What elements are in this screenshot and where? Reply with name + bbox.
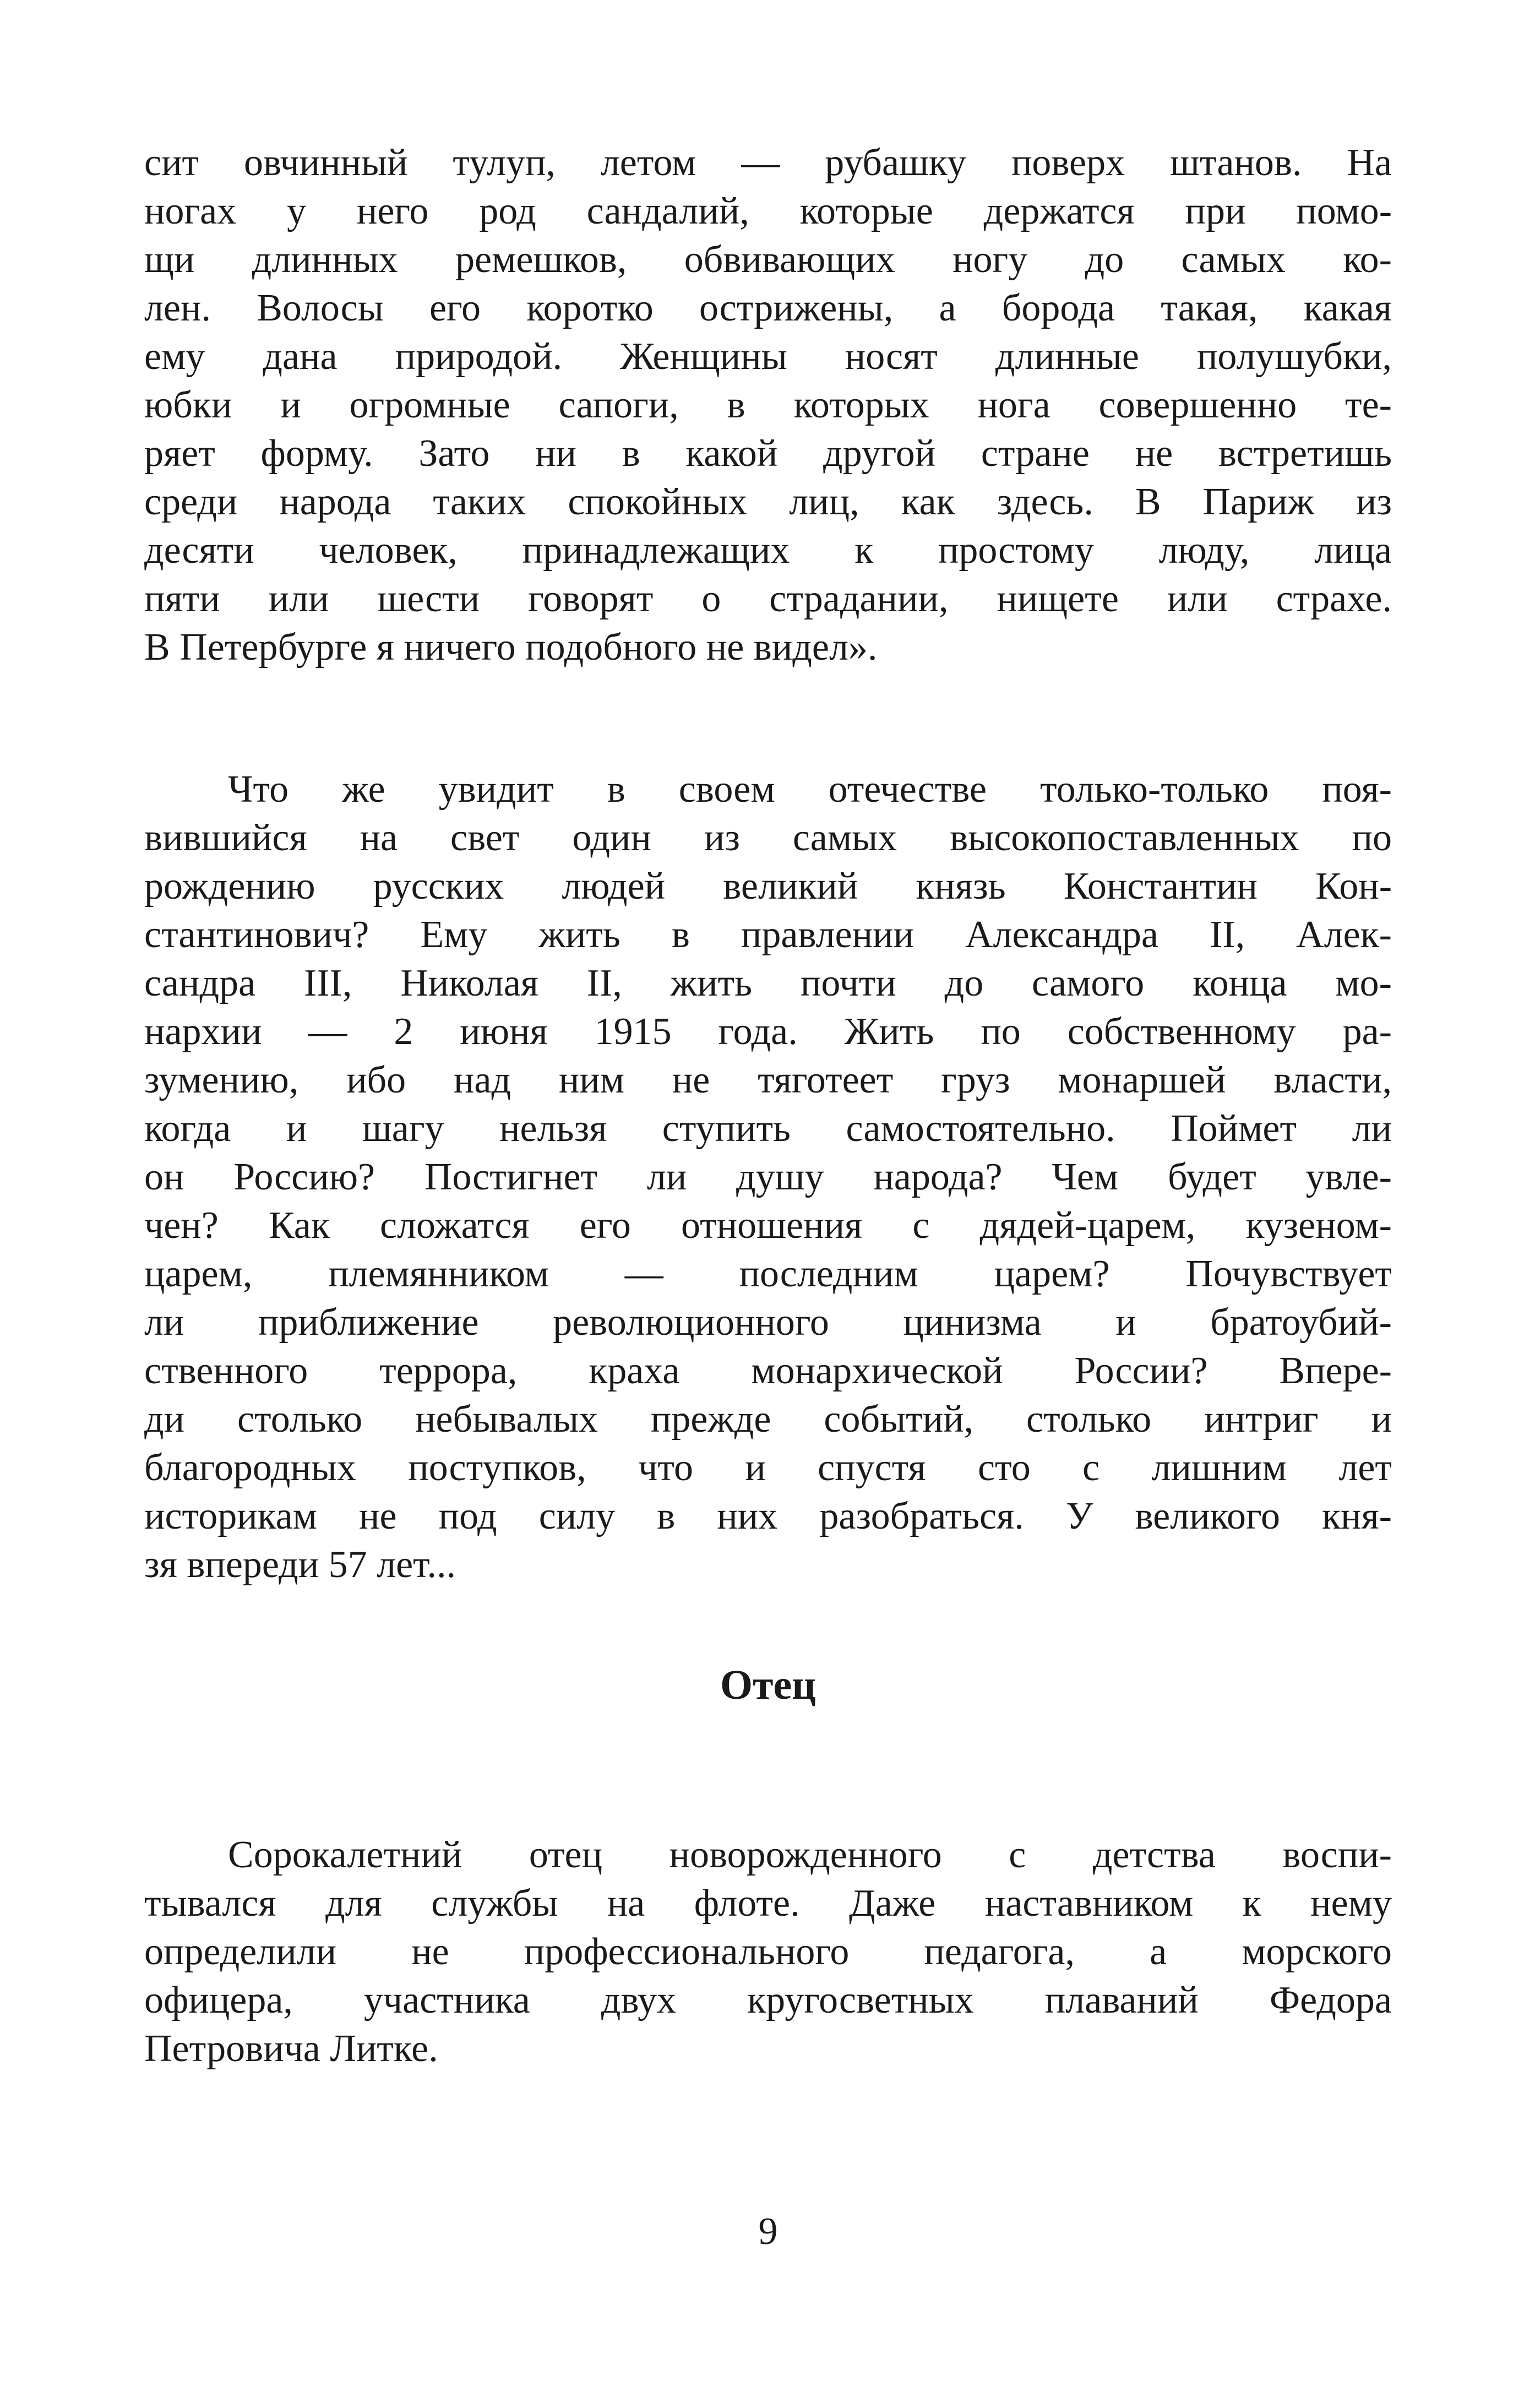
text-line: вившийся на свет один из самых высокопоставленных по <box>144 817 1392 859</box>
text-line: стантинович? Ему жить в правлении Александра II, Алек- <box>144 914 1392 956</box>
text-line: ственного террора, краха монархической России? Впере- <box>144 1350 1392 1392</box>
text-line: историкам не под силу в них разобраться. У великого кня- <box>144 1495 1392 1537</box>
text-line: щи длинных ремешков, обвивающих ногу до самых ко- <box>144 238 1392 281</box>
text-line: нархии — 2 июня 1915 года. Жить по собственному ра- <box>144 1010 1392 1053</box>
text-line: Сорокалетний отец новорожденного с детства воспи- <box>228 1834 1392 1876</box>
text-line: ряет форму. Зато ни в какой другой стране не встретишь <box>144 432 1392 475</box>
text-line: ему дана природой. Женщины носят длинные полушубки, <box>144 335 1392 378</box>
text-line: ди столько небывалых прежде событий, столько интриг и <box>144 1398 1392 1441</box>
text-line: Петровича Литке. <box>144 2027 438 2070</box>
text-line: ли приближение революционного цинизма и братоубий- <box>144 1301 1392 1344</box>
paragraph-3 <box>144 1831 1392 2073</box>
text-line: сандра III, Николая II, жить почти до самого конца мо- <box>144 962 1392 1004</box>
text-line: офицера, участника двух кругосветных плаваний Федора <box>144 1979 1392 2021</box>
text-line: чен? Как сложатся его отношения с дядей-царем, кузеном- <box>144 1204 1392 1247</box>
text-line: он Россию? Постигнет ли душу народа? Чем будет увле- <box>144 1156 1392 1198</box>
text-line: десяти человек, принадлежащих к простому люду, лица <box>144 529 1392 572</box>
text-line: ногах у него род сандалий, которые держатся при помо- <box>144 190 1392 232</box>
text-line: сит овчинный тулуп, летом — рубашку поверх штанов. На <box>144 142 1392 184</box>
text-line: зумению, ибо над ним не тяготеет груз монаршей власти, <box>144 1059 1392 1101</box>
page-number: 9 <box>758 2210 778 2253</box>
paragraph-1 <box>144 139 1392 672</box>
paragraph-2 <box>144 765 1392 1589</box>
section-heading: Отец <box>720 1662 816 1708</box>
text-line: рождению русских людей великий князь Константин Кон- <box>144 865 1392 907</box>
text-line: Что же увидит в своем отечестве только-только поя- <box>228 768 1392 811</box>
text-line: юбки и огромные сапоги, в которых нога совершенно те- <box>144 384 1392 426</box>
text-line: В Петербурге я ничего подобного не видел». <box>144 626 878 668</box>
text-line: определили не профессионального педагога, а морского <box>144 1931 1392 1973</box>
text-line: царем, племянником — последним царем? Почувствует <box>144 1253 1392 1295</box>
text-line: лен. Волосы его коротко острижены, а борода такая, какая <box>144 287 1392 329</box>
text-line: пяти или шести говорят о страдании, нищете или страхе. <box>144 578 1392 620</box>
text-line: благородных поступков, что и спустя сто с лишним лет <box>144 1447 1392 1489</box>
text-line: тывался для службы на флоте. Даже наставником к нему <box>144 1882 1392 1925</box>
text-line: когда и шагу нельзя ступить самостоятельно. Поймет ли <box>144 1107 1392 1150</box>
text-line: среди народа таких спокойных лиц, как здесь. В Париж из <box>144 481 1392 523</box>
text-line: зя впереди 57 лет... <box>144 1543 456 1586</box>
